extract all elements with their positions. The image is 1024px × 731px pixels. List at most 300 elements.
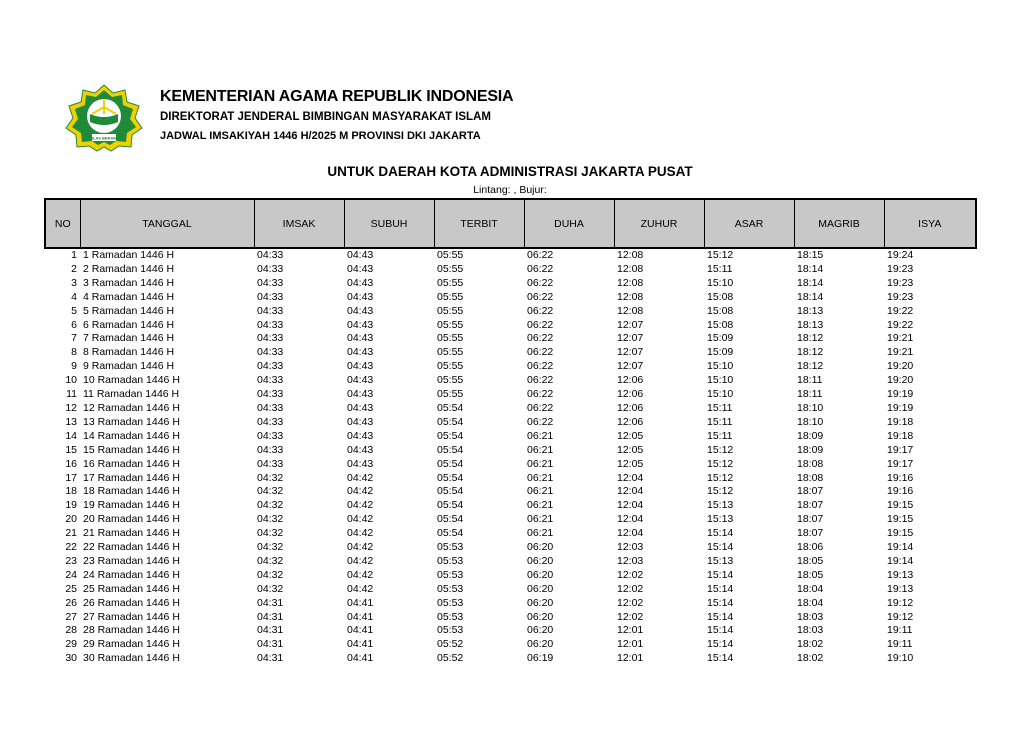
row-terbit: 05:55 xyxy=(437,262,464,275)
row-magrib: 18:08 xyxy=(797,457,824,470)
row-zuhur: 12:08 xyxy=(617,249,644,261)
row-duha: 06:22 xyxy=(527,304,554,317)
row-date: 16 Ramadan 1446 H xyxy=(83,457,180,470)
row-imsak: 04:33 xyxy=(257,457,284,470)
row-asar: 15:12 xyxy=(707,485,734,498)
row-no: 5 xyxy=(71,304,77,317)
table-row xyxy=(45,248,976,263)
row-imsak: 04:33 xyxy=(257,388,284,401)
row-magrib: 18:14 xyxy=(797,262,824,275)
row-zuhur: 12:07 xyxy=(617,346,644,359)
row-duha: 06:20 xyxy=(527,610,554,623)
row-duha: 06:21 xyxy=(527,485,554,498)
row-subuh: 04:42 xyxy=(347,485,374,498)
row-subuh: 04:42 xyxy=(347,499,374,512)
row-magrib: 18:05 xyxy=(797,568,824,581)
table-row xyxy=(45,513,976,527)
row-zuhur: 12:04 xyxy=(617,499,644,512)
row-no: 17 xyxy=(65,471,77,484)
row-terbit: 05:54 xyxy=(437,415,464,428)
row-imsak: 04:33 xyxy=(257,401,284,414)
table-row xyxy=(45,430,976,444)
table-row xyxy=(45,527,976,541)
row-isya: 19:23 xyxy=(887,276,914,289)
row-asar: 15:12 xyxy=(707,471,734,484)
row-imsak: 04:32 xyxy=(257,513,284,526)
row-zuhur: 12:01 xyxy=(617,652,644,665)
row-no: 4 xyxy=(71,290,77,303)
row-asar: 15:08 xyxy=(707,304,734,317)
row-duha: 06:22 xyxy=(527,249,554,261)
row-asar: 15:14 xyxy=(707,582,734,595)
row-terbit: 05:54 xyxy=(437,513,464,526)
row-date: 3 Ramadan 1446 H xyxy=(83,276,175,289)
row-magrib: 18:15 xyxy=(797,249,824,261)
table-row xyxy=(45,332,976,346)
row-magrib: 18:11 xyxy=(797,374,823,387)
row-asar: 15:13 xyxy=(707,513,734,526)
row-date: 4 Ramadan 1446 H xyxy=(83,290,175,303)
row-zuhur: 12:01 xyxy=(617,638,644,651)
row-asar: 15:12 xyxy=(707,443,734,456)
row-asar: 15:14 xyxy=(707,596,734,609)
row-zuhur: 12:02 xyxy=(617,582,644,595)
table-row xyxy=(45,597,976,611)
row-no: 16 xyxy=(65,457,77,470)
row-terbit: 05:53 xyxy=(437,568,464,581)
row-date: 6 Ramadan 1446 H xyxy=(83,318,175,331)
row-isya: 19:17 xyxy=(887,443,914,456)
row-date: 18 Ramadan 1446 H xyxy=(83,485,180,498)
row-subuh: 04:41 xyxy=(347,596,374,609)
row-zuhur: 12:04 xyxy=(617,471,644,484)
row-asar: 15:14 xyxy=(707,568,734,581)
row-terbit: 05:54 xyxy=(437,429,464,442)
row-magrib: 18:07 xyxy=(797,485,824,498)
row-no: 27 xyxy=(65,610,77,623)
row-duha: 06:20 xyxy=(527,568,554,581)
row-isya: 19:22 xyxy=(887,318,914,331)
table-row xyxy=(45,263,976,277)
table-row xyxy=(45,346,976,360)
table-row xyxy=(45,374,976,388)
row-imsak: 04:32 xyxy=(257,554,284,567)
row-date: 5 Ramadan 1446 H xyxy=(83,304,175,317)
row-no: 1 xyxy=(71,249,77,261)
row-isya: 19:18 xyxy=(887,415,914,428)
row-duha: 06:22 xyxy=(527,290,554,303)
row-duha: 06:22 xyxy=(527,388,554,401)
row-date: 28 Ramadan 1446 H xyxy=(83,624,180,637)
row-zuhur: 12:06 xyxy=(617,415,644,428)
row-asar: 15:10 xyxy=(707,374,734,387)
row-subuh: 04:43 xyxy=(347,388,374,401)
row-no: 6 xyxy=(71,318,77,331)
row-subuh: 04:42 xyxy=(347,527,374,540)
table-header-row xyxy=(45,199,976,248)
row-magrib: 18:09 xyxy=(797,429,824,442)
row-zuhur: 12:06 xyxy=(617,374,644,387)
row-subuh: 04:43 xyxy=(347,443,374,456)
row-duha: 06:22 xyxy=(527,318,554,331)
row-no: 24 xyxy=(65,568,77,581)
row-subuh: 04:43 xyxy=(347,401,374,414)
row-no: 9 xyxy=(71,360,77,373)
col-header-subuh: SUBUH xyxy=(344,199,434,248)
row-magrib: 18:13 xyxy=(797,318,824,331)
row-no: 20 xyxy=(65,513,77,526)
table-row xyxy=(45,277,976,291)
row-imsak: 04:31 xyxy=(257,652,284,665)
row-subuh: 04:41 xyxy=(347,624,374,637)
row-duha: 06:20 xyxy=(527,596,554,609)
row-imsak: 04:33 xyxy=(257,249,284,261)
table-row xyxy=(45,485,976,499)
row-asar: 15:14 xyxy=(707,541,734,554)
row-subuh: 04:43 xyxy=(347,457,374,470)
row-subuh: 04:43 xyxy=(347,318,374,331)
row-asar: 15:12 xyxy=(707,457,734,470)
row-imsak: 04:32 xyxy=(257,485,284,498)
row-terbit: 05:55 xyxy=(437,332,464,345)
row-duha: 06:22 xyxy=(527,401,554,414)
row-asar: 15:14 xyxy=(707,652,734,665)
row-magrib: 18:02 xyxy=(797,638,824,651)
row-zuhur: 12:04 xyxy=(617,513,644,526)
row-terbit: 05:55 xyxy=(437,290,464,303)
row-no: 21 xyxy=(65,527,77,540)
row-imsak: 04:32 xyxy=(257,471,284,484)
row-subuh: 04:43 xyxy=(347,346,374,359)
row-no: 18 xyxy=(65,485,77,498)
row-duha: 06:21 xyxy=(527,513,554,526)
row-duha: 06:22 xyxy=(527,346,554,359)
row-magrib: 18:05 xyxy=(797,554,824,567)
row-duha: 06:20 xyxy=(527,638,554,651)
row-terbit: 05:55 xyxy=(437,249,464,261)
row-asar: 15:14 xyxy=(707,610,734,623)
row-zuhur: 12:03 xyxy=(617,541,644,554)
coordinates-label: Lintang: , Bujur: xyxy=(473,184,547,196)
row-magrib: 18:02 xyxy=(797,652,824,665)
row-isya: 19:16 xyxy=(887,485,914,498)
row-asar: 15:14 xyxy=(707,527,734,540)
row-zuhur: 12:08 xyxy=(617,304,644,317)
row-magrib: 18:03 xyxy=(797,610,824,623)
row-date: 17 Ramadan 1446 H xyxy=(83,471,180,484)
row-isya: 19:22 xyxy=(887,304,914,317)
row-date: 9 Ramadan 1446 H xyxy=(83,360,175,373)
table-row xyxy=(45,444,976,458)
row-magrib: 18:04 xyxy=(797,596,824,609)
row-terbit: 05:53 xyxy=(437,610,464,623)
row-subuh: 04:41 xyxy=(347,638,374,651)
row-isya: 19:15 xyxy=(887,513,914,526)
row-no: 28 xyxy=(65,624,77,637)
row-magrib: 18:04 xyxy=(797,582,824,595)
row-duha: 06:21 xyxy=(527,443,554,456)
schedule-title: JADWAL IMSAKIYAH 1446 H/2025 M PROVINSI DKI JAKARTA xyxy=(160,130,481,142)
table-row xyxy=(45,555,976,569)
row-isya: 19:13 xyxy=(887,568,914,581)
region-title: UNTUK DAERAH KOTA ADMINISTRASI JAKARTA PUSAT xyxy=(327,164,693,179)
row-zuhur: 12:06 xyxy=(617,401,644,414)
row-duha: 06:20 xyxy=(527,554,554,567)
row-duha: 06:22 xyxy=(527,415,554,428)
table-row xyxy=(45,499,976,513)
row-terbit: 05:55 xyxy=(437,374,464,387)
row-subuh: 04:43 xyxy=(347,360,374,373)
table-row xyxy=(45,388,976,402)
row-imsak: 04:33 xyxy=(257,415,284,428)
row-zuhur: 12:06 xyxy=(617,388,644,401)
col-header-isya: ISYA xyxy=(884,199,976,248)
row-terbit: 05:55 xyxy=(437,276,464,289)
row-zuhur: 12:08 xyxy=(617,290,644,303)
row-subuh: 04:43 xyxy=(347,249,374,261)
table-row xyxy=(45,652,976,666)
row-zuhur: 12:07 xyxy=(617,318,644,331)
table-row xyxy=(45,624,976,638)
row-imsak: 04:33 xyxy=(257,262,284,275)
directorate-title: DIREKTORAT JENDERAL BIMBINGAN MASYARAKAT ISLAM xyxy=(160,111,491,123)
row-magrib: 18:10 xyxy=(797,401,824,414)
row-magrib: 18:10 xyxy=(797,415,824,428)
table-row xyxy=(45,583,976,597)
col-header-terbit: TERBIT xyxy=(434,199,524,248)
row-no: 12 xyxy=(65,401,77,414)
row-duha: 06:21 xyxy=(527,429,554,442)
row-isya: 19:13 xyxy=(887,582,914,595)
table-row xyxy=(45,541,976,555)
row-magrib: 18:07 xyxy=(797,499,824,512)
row-date: 1 Ramadan 1446 H xyxy=(83,249,175,261)
row-subuh: 04:43 xyxy=(347,429,374,442)
row-date: 12 Ramadan 1446 H xyxy=(83,401,180,414)
row-asar: 15:08 xyxy=(707,290,734,303)
row-isya: 19:16 xyxy=(887,471,914,484)
row-imsak: 04:32 xyxy=(257,499,284,512)
row-imsak: 04:33 xyxy=(257,304,284,317)
row-zuhur: 12:05 xyxy=(617,457,644,470)
row-date: 20 Ramadan 1446 H xyxy=(83,513,180,526)
col-header-imsak: IMSAK xyxy=(254,199,344,248)
row-date: 15 Ramadan 1446 H xyxy=(83,443,180,456)
row-magrib: 18:07 xyxy=(797,513,824,526)
row-date: 24 Ramadan 1446 H xyxy=(83,568,180,581)
row-isya: 19:12 xyxy=(887,610,914,623)
row-subuh: 04:43 xyxy=(347,290,374,303)
row-zuhur: 12:02 xyxy=(617,610,644,623)
table-row xyxy=(45,611,976,625)
table-row xyxy=(45,305,976,319)
row-asar: 15:14 xyxy=(707,624,734,637)
col-header-tanggal: TANGGAL xyxy=(80,199,254,248)
row-no: 30 xyxy=(65,652,77,665)
row-asar: 15:10 xyxy=(707,276,734,289)
row-asar: 15:12 xyxy=(707,249,734,261)
row-duha: 06:20 xyxy=(527,541,554,554)
row-duha: 06:19 xyxy=(527,652,554,665)
row-no: 10 xyxy=(65,374,77,387)
row-subuh: 04:43 xyxy=(347,304,374,317)
row-no: 3 xyxy=(71,276,77,289)
row-asar: 15:11 xyxy=(707,415,733,428)
row-zuhur: 12:01 xyxy=(617,624,644,637)
row-magrib: 18:12 xyxy=(797,346,824,359)
row-duha: 06:20 xyxy=(527,624,554,637)
table-row xyxy=(45,569,976,583)
row-subuh: 04:41 xyxy=(347,610,374,623)
row-imsak: 04:31 xyxy=(257,610,284,623)
row-date: 25 Ramadan 1446 H xyxy=(83,582,180,595)
row-duha: 06:21 xyxy=(527,457,554,470)
row-asar: 15:10 xyxy=(707,360,734,373)
row-isya: 19:14 xyxy=(887,541,914,554)
row-terbit: 05:54 xyxy=(437,527,464,540)
col-header-duha: DUHA xyxy=(524,199,614,248)
row-isya: 19:23 xyxy=(887,262,914,275)
row-subuh: 04:43 xyxy=(347,276,374,289)
row-subuh: 04:41 xyxy=(347,652,374,665)
row-terbit: 05:53 xyxy=(437,596,464,609)
row-isya: 19:17 xyxy=(887,457,914,470)
row-duha: 06:22 xyxy=(527,276,554,289)
row-magrib: 18:08 xyxy=(797,471,824,484)
row-zuhur: 12:07 xyxy=(617,332,644,345)
row-isya: 19:12 xyxy=(887,596,914,609)
col-header-magrib: MAGRIB xyxy=(794,199,884,248)
row-zuhur: 12:02 xyxy=(617,568,644,581)
row-isya: 19:19 xyxy=(887,401,914,414)
row-zuhur: 12:05 xyxy=(617,429,644,442)
row-isya: 19:10 xyxy=(887,652,914,665)
row-date: 29 Ramadan 1446 H xyxy=(83,638,180,651)
row-subuh: 04:42 xyxy=(347,582,374,595)
row-asar: 15:14 xyxy=(707,638,734,651)
row-imsak: 04:33 xyxy=(257,346,284,359)
row-no: 15 xyxy=(65,443,77,456)
imsakiyah-table xyxy=(44,198,977,666)
row-asar: 15:11 xyxy=(707,262,733,275)
row-zuhur: 12:04 xyxy=(617,485,644,498)
row-duha: 06:22 xyxy=(527,360,554,373)
row-date: 10 Ramadan 1446 H xyxy=(83,374,180,387)
row-imsak: 04:33 xyxy=(257,443,284,456)
logo-motto: IKHLAS BERAMAL xyxy=(86,135,122,141)
row-isya: 19:14 xyxy=(887,554,914,567)
row-imsak: 04:31 xyxy=(257,638,284,651)
row-date: 23 Ramadan 1446 H xyxy=(83,554,180,567)
row-terbit: 05:55 xyxy=(437,318,464,331)
row-magrib: 18:06 xyxy=(797,541,824,554)
row-imsak: 04:33 xyxy=(257,276,284,289)
row-duha: 06:22 xyxy=(527,332,554,345)
row-no: 23 xyxy=(65,554,77,567)
row-terbit: 05:54 xyxy=(437,401,464,414)
row-imsak: 04:33 xyxy=(257,318,284,331)
row-zuhur: 12:03 xyxy=(617,554,644,567)
row-terbit: 05:52 xyxy=(437,638,464,651)
row-imsak: 04:33 xyxy=(257,360,284,373)
row-asar: 15:13 xyxy=(707,554,734,567)
row-date: 14 Ramadan 1446 H xyxy=(83,429,180,442)
row-zuhur: 12:08 xyxy=(617,262,644,275)
row-magrib: 18:07 xyxy=(797,527,824,540)
row-date: 13 Ramadan 1446 H xyxy=(83,415,180,428)
row-date: 19 Ramadan 1446 H xyxy=(83,499,180,512)
row-date: 2 Ramadan 1446 H xyxy=(83,262,175,275)
row-subuh: 04:42 xyxy=(347,554,374,567)
row-imsak: 04:33 xyxy=(257,374,284,387)
row-asar: 15:09 xyxy=(707,332,734,345)
row-zuhur: 12:02 xyxy=(617,596,644,609)
row-no: 29 xyxy=(65,638,77,651)
row-terbit: 05:54 xyxy=(437,499,464,512)
row-terbit: 05:55 xyxy=(437,346,464,359)
row-isya: 19:18 xyxy=(887,429,914,442)
row-isya: 19:20 xyxy=(887,374,914,387)
table-row xyxy=(45,472,976,486)
row-date: 30 Ramadan 1446 H xyxy=(83,652,180,665)
row-isya: 19:15 xyxy=(887,527,914,540)
row-isya: 19:21 xyxy=(887,346,914,359)
row-asar: 15:11 xyxy=(707,401,733,414)
row-date: 26 Ramadan 1446 H xyxy=(83,596,180,609)
col-header-asar: ASAR xyxy=(704,199,794,248)
row-no: 25 xyxy=(65,582,77,595)
row-no: 2 xyxy=(71,262,77,275)
row-no: 11 xyxy=(66,388,77,401)
row-asar: 15:13 xyxy=(707,499,734,512)
table-body xyxy=(45,248,976,666)
row-duha: 06:21 xyxy=(527,471,554,484)
row-duha: 06:21 xyxy=(527,527,554,540)
row-terbit: 05:55 xyxy=(437,388,464,401)
row-terbit: 05:53 xyxy=(437,541,464,554)
row-zuhur: 12:08 xyxy=(617,276,644,289)
row-asar: 15:09 xyxy=(707,346,734,359)
row-no: 26 xyxy=(65,596,77,609)
row-no: 14 xyxy=(65,429,77,442)
row-date: 21 Ramadan 1446 H xyxy=(83,527,180,540)
row-zuhur: 12:07 xyxy=(617,360,644,373)
table-row xyxy=(45,416,976,430)
table-row xyxy=(45,291,976,305)
row-terbit: 05:55 xyxy=(437,304,464,317)
row-no: 8 xyxy=(71,346,77,359)
row-no: 7 xyxy=(71,332,77,345)
row-terbit: 05:54 xyxy=(437,457,464,470)
row-magrib: 18:03 xyxy=(797,624,824,637)
row-no: 19 xyxy=(65,499,77,512)
row-terbit: 05:53 xyxy=(437,554,464,567)
row-isya: 19:11 xyxy=(887,638,913,651)
row-date: 8 Ramadan 1446 H xyxy=(83,346,175,359)
row-imsak: 04:31 xyxy=(257,624,284,637)
table-row xyxy=(45,638,976,652)
table-row xyxy=(45,319,976,333)
row-subuh: 04:42 xyxy=(347,568,374,581)
row-date: 11 Ramadan 1446 H xyxy=(83,388,180,401)
row-zuhur: 12:05 xyxy=(617,443,644,456)
row-imsak: 04:33 xyxy=(257,290,284,303)
row-imsak: 04:31 xyxy=(257,596,284,609)
row-terbit: 05:53 xyxy=(437,582,464,595)
ministry-title: KEMENTERIAN AGAMA REPUBLIK INDONESIA xyxy=(160,88,514,105)
row-subuh: 04:43 xyxy=(347,415,374,428)
row-duha: 06:22 xyxy=(527,374,554,387)
